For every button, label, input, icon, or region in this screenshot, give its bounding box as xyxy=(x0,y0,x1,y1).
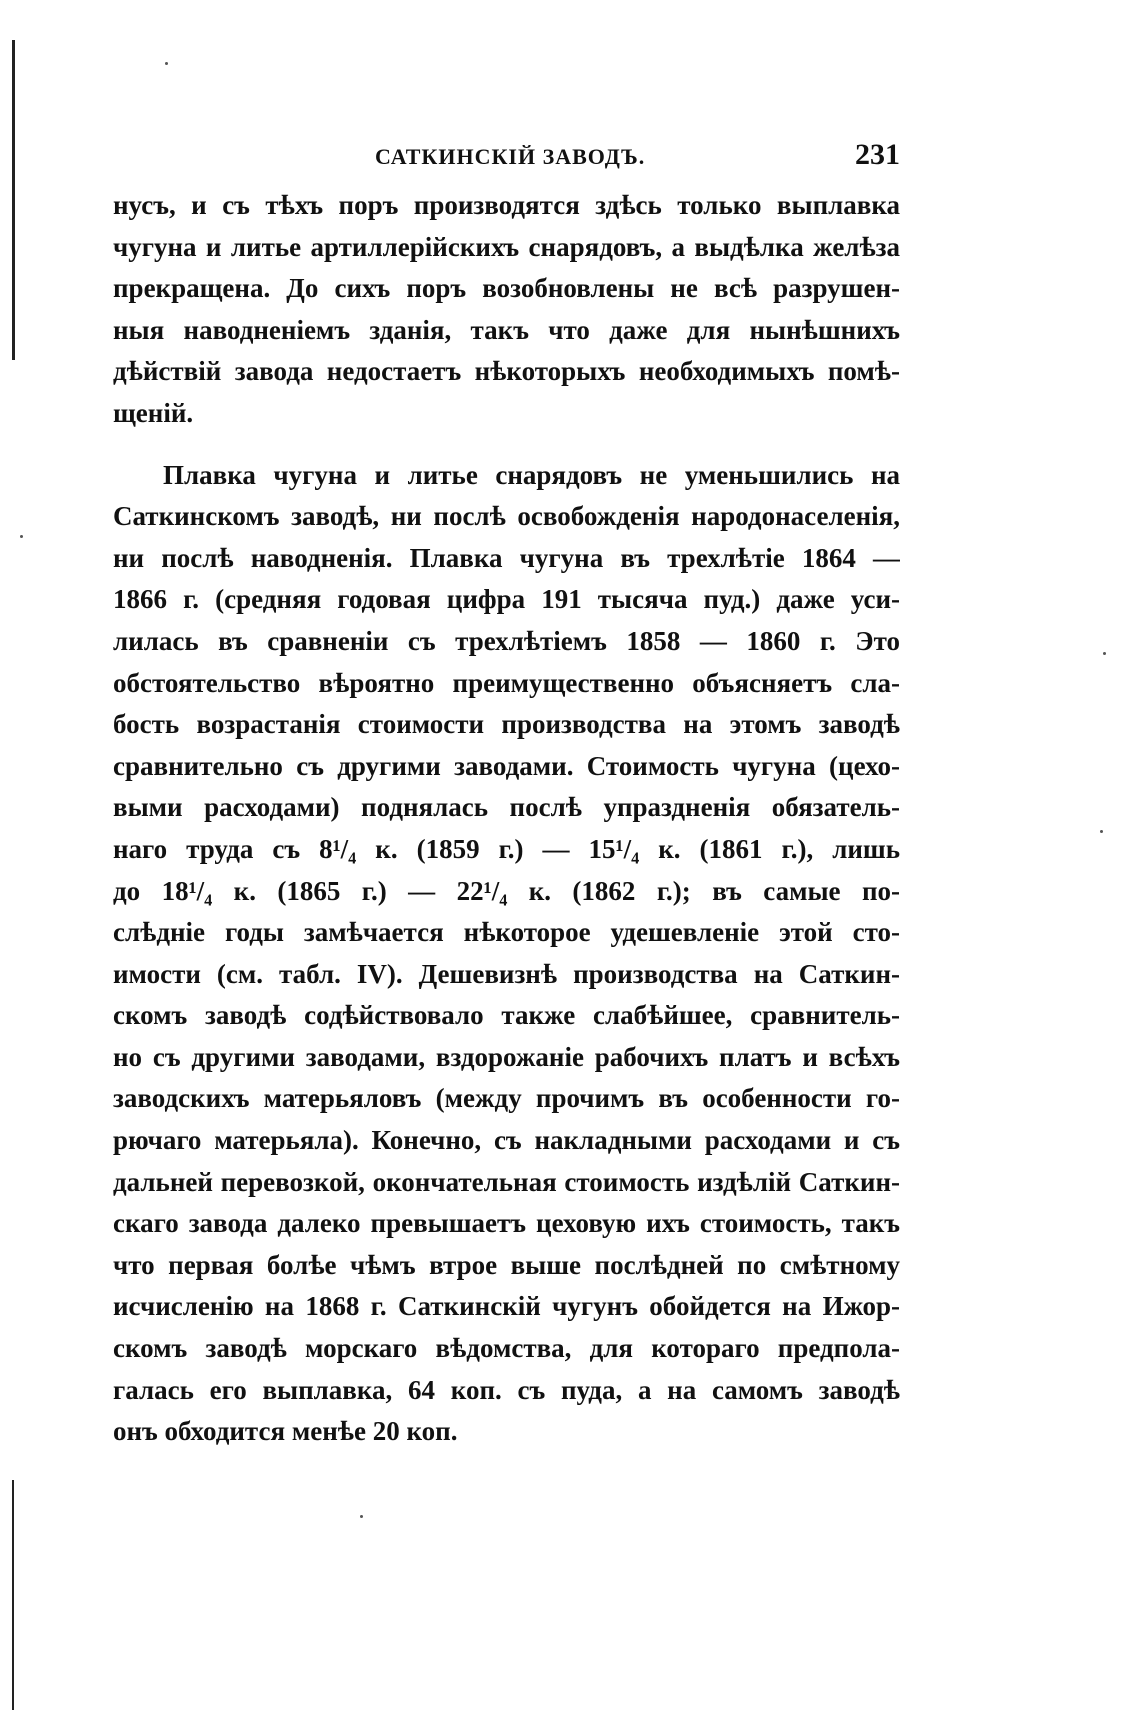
text-line: скомъ заводѣ морскаго вѣдомства, для котораго предпола- xyxy=(113,1333,900,1364)
text-line: обстоятельство вѣроятно преимущественно объясняетъ сла- xyxy=(113,667,900,698)
scan-speck xyxy=(1100,830,1103,833)
text-line: скомъ заводѣ содѣйствовало также слабѣйшее, сравнитель- xyxy=(113,1000,900,1031)
text-line: Саткинскомъ заводѣ, ни послѣ освобожденія народонаселенія, xyxy=(113,501,900,532)
text-line: лилась въ сравненіи съ трехлѣтіемъ 1858 — 1860 г. Это xyxy=(113,625,900,656)
page-header xyxy=(113,138,900,178)
text-line: Плавка чугуна и литье снарядовъ не уменьшились на xyxy=(163,459,900,490)
text-line: дѣйствій завода недостаетъ нѣкоторыхъ необходимыхъ помѣ- xyxy=(113,356,900,387)
text-line: исчисленію на 1868 г. Саткинскій чугунъ обойдется на Ижор- xyxy=(113,1291,900,1322)
text-line: но съ другими заводами, вздорожаніе рабочихъ платъ и всѣхъ xyxy=(113,1041,900,1072)
text-line: нусъ, и съ тѣхъ поръ производятся здѣсь только выплавка xyxy=(113,190,900,220)
scan-speck xyxy=(20,535,23,538)
text-line: чугуна и литье артиллерійскихъ снарядовъ, а выдѣлка желѣза xyxy=(113,231,900,262)
text-line: скаго завода далеко превышаетъ цеховую ихъ стоимость, такъ xyxy=(113,1208,900,1239)
scan-speck xyxy=(165,62,168,65)
text-line: выми расходами) поднялась послѣ упраздненія обязатель- xyxy=(113,792,900,823)
scan-edge-left-lower xyxy=(12,1480,14,1710)
running-title: САТКИНСКІЙ ЗАВОДЪ. xyxy=(375,144,646,169)
text-line: ни послѣ наводненія. Плавка чугуна въ трехлѣтіе 1864 — xyxy=(113,542,900,573)
text-line: дальней перевозкой, окончательная стоимость издѣлій Саткин- xyxy=(113,1166,900,1197)
text-line: заводскихъ матерьяловъ (между прочимъ въ особенности го- xyxy=(113,1083,900,1114)
page-number: 231 xyxy=(855,138,900,171)
scan-speck xyxy=(1103,652,1106,655)
body-text xyxy=(113,185,900,1453)
text-line: ныя наводненіемъ зданія, такъ что даже для нынѣшнихъ xyxy=(113,314,900,345)
text-line: сравнительно съ другими заводами. Стоимость чугуна (цехо- xyxy=(113,750,900,781)
text-line: онъ обходится менѣе 20 коп. xyxy=(113,1416,458,1447)
text-line: галась его выплавка, 64 коп. съ пуда, а на самомъ заводѣ xyxy=(113,1374,900,1405)
text-line: что первая болѣе чѣмъ втрое выше послѣдней по смѣтному xyxy=(113,1249,900,1280)
text-line: слѣдніе годы замѣчается нѣкоторое удешевленіе этой сто- xyxy=(113,917,900,948)
text-line: до 18¹/₄ к. (1865 г.) — 22¹/₄ к. (1862 г.); въ самые по- xyxy=(113,875,900,906)
scan-edge-left xyxy=(12,40,15,360)
text-line: имости (см. табл. IV). Дешевизнѣ производства на Саткин- xyxy=(113,958,900,989)
scan-speck xyxy=(360,1515,363,1518)
text-line: наго труда съ 8¹/₄ к. (1859 г.) — 15¹/₄ к. (1861 г.), лишь xyxy=(113,833,900,864)
text-line: щеній. xyxy=(113,397,194,428)
text-line: рючаго матерьяла). Конечно, съ накладными расходами и съ xyxy=(113,1125,900,1156)
text-line: бость возрастанія стоимости производства на этомъ заводѣ xyxy=(113,709,900,740)
text-line: прекращена. До сихъ поръ возобновлены не всѣ разрушен- xyxy=(113,273,900,304)
text-line: 1866 г. (средняя годовая цифра 191 тысяча пуд.) даже уси- xyxy=(113,584,900,615)
paragraph-gap xyxy=(113,435,900,455)
